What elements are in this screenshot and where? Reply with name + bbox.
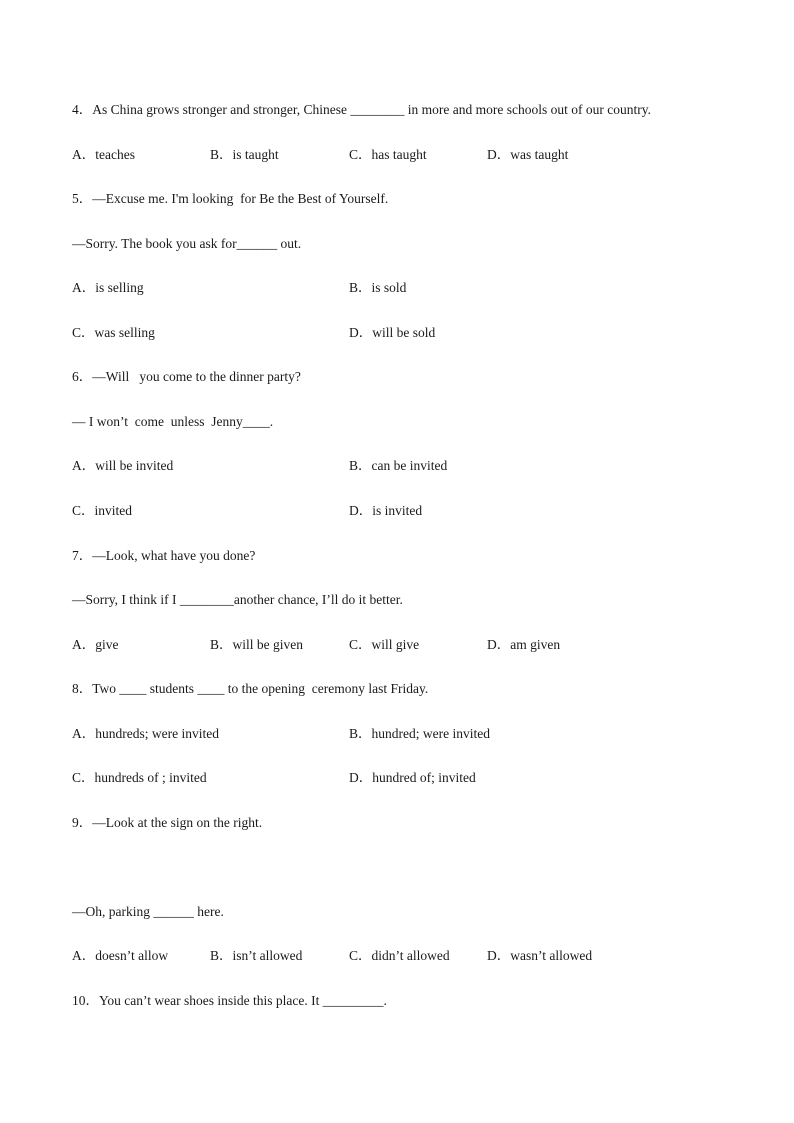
question-8-option-c[interactable]: C．hundreds of ; invited [72,770,207,785]
question-8-option-d[interactable]: D．hundred of; invited [349,770,476,785]
question-9-stem: 9．—Look at the sign on the right. [72,815,263,830]
question-4-option-b[interactable]: B．is taught [210,147,279,162]
question-5-option-c[interactable]: C．was selling [72,325,155,340]
question-4-option-d[interactable]: D．was taught [487,147,569,162]
question-4-stem: 4．As China grows stronger and stronger, Chinese ________ in more and more schools out of our country. [72,102,651,117]
question-6-option-d[interactable]: D．is invited [349,503,423,518]
question-7-stem: 7．—Look, what have you done? [72,548,256,563]
question-8-option-a[interactable]: A．hundreds; were invited [72,726,219,741]
question-7-option-b[interactable]: B．will be given [210,637,303,652]
question-7-option-d[interactable]: D．am given [487,637,561,652]
question-7-option-a[interactable]: A．give [72,637,119,652]
question-6-reply: — I won’t come unless Jenny____. [72,414,274,429]
question-5-reply: —Sorry. The book you ask for______ out. [72,236,302,251]
question-8-stem: 8．Two ____ students ____ to the opening ceremony last Friday. [72,681,429,696]
question-6-option-c[interactable]: C．invited [72,503,132,518]
question-9-option-d[interactable]: D．wasn’t allowed [487,948,593,963]
question-6-option-b[interactable]: B．can be invited [349,458,448,473]
question-4-option-c[interactable]: C．has taught [349,147,427,162]
question-7-option-c[interactable]: C．will give [349,637,420,652]
question-8-option-b[interactable]: B．hundred; were invited [349,726,490,741]
question-10-stem: 10．You can’t wear shoes inside this place. It _________. [72,993,387,1008]
question-9-reply: —Oh, parking ______ here. [72,904,224,919]
question-4-option-a[interactable]: A．teaches [72,147,135,162]
question-9-option-c[interactable]: C．didn’t allowed [349,948,450,963]
question-9-option-b[interactable]: B．isn’t allowed [210,948,303,963]
question-5-option-a[interactable]: A．is selling [72,280,144,295]
question-5-option-b[interactable]: B．is sold [349,280,407,295]
question-6-option-a[interactable]: A．will be invited [72,458,174,473]
question-5-stem: 5．—Excuse me. I'm looking for Be the Best of Yourself. [72,191,389,206]
question-7-reply: —Sorry, I think if I ________another chance, I’ll do it better. [72,592,403,607]
question-6-stem: 6．—Will you come to the dinner party? [72,369,301,384]
question-5-option-d[interactable]: D．will be sold [349,325,436,340]
question-9-option-a[interactable]: A．doesn’t allow [72,948,169,963]
